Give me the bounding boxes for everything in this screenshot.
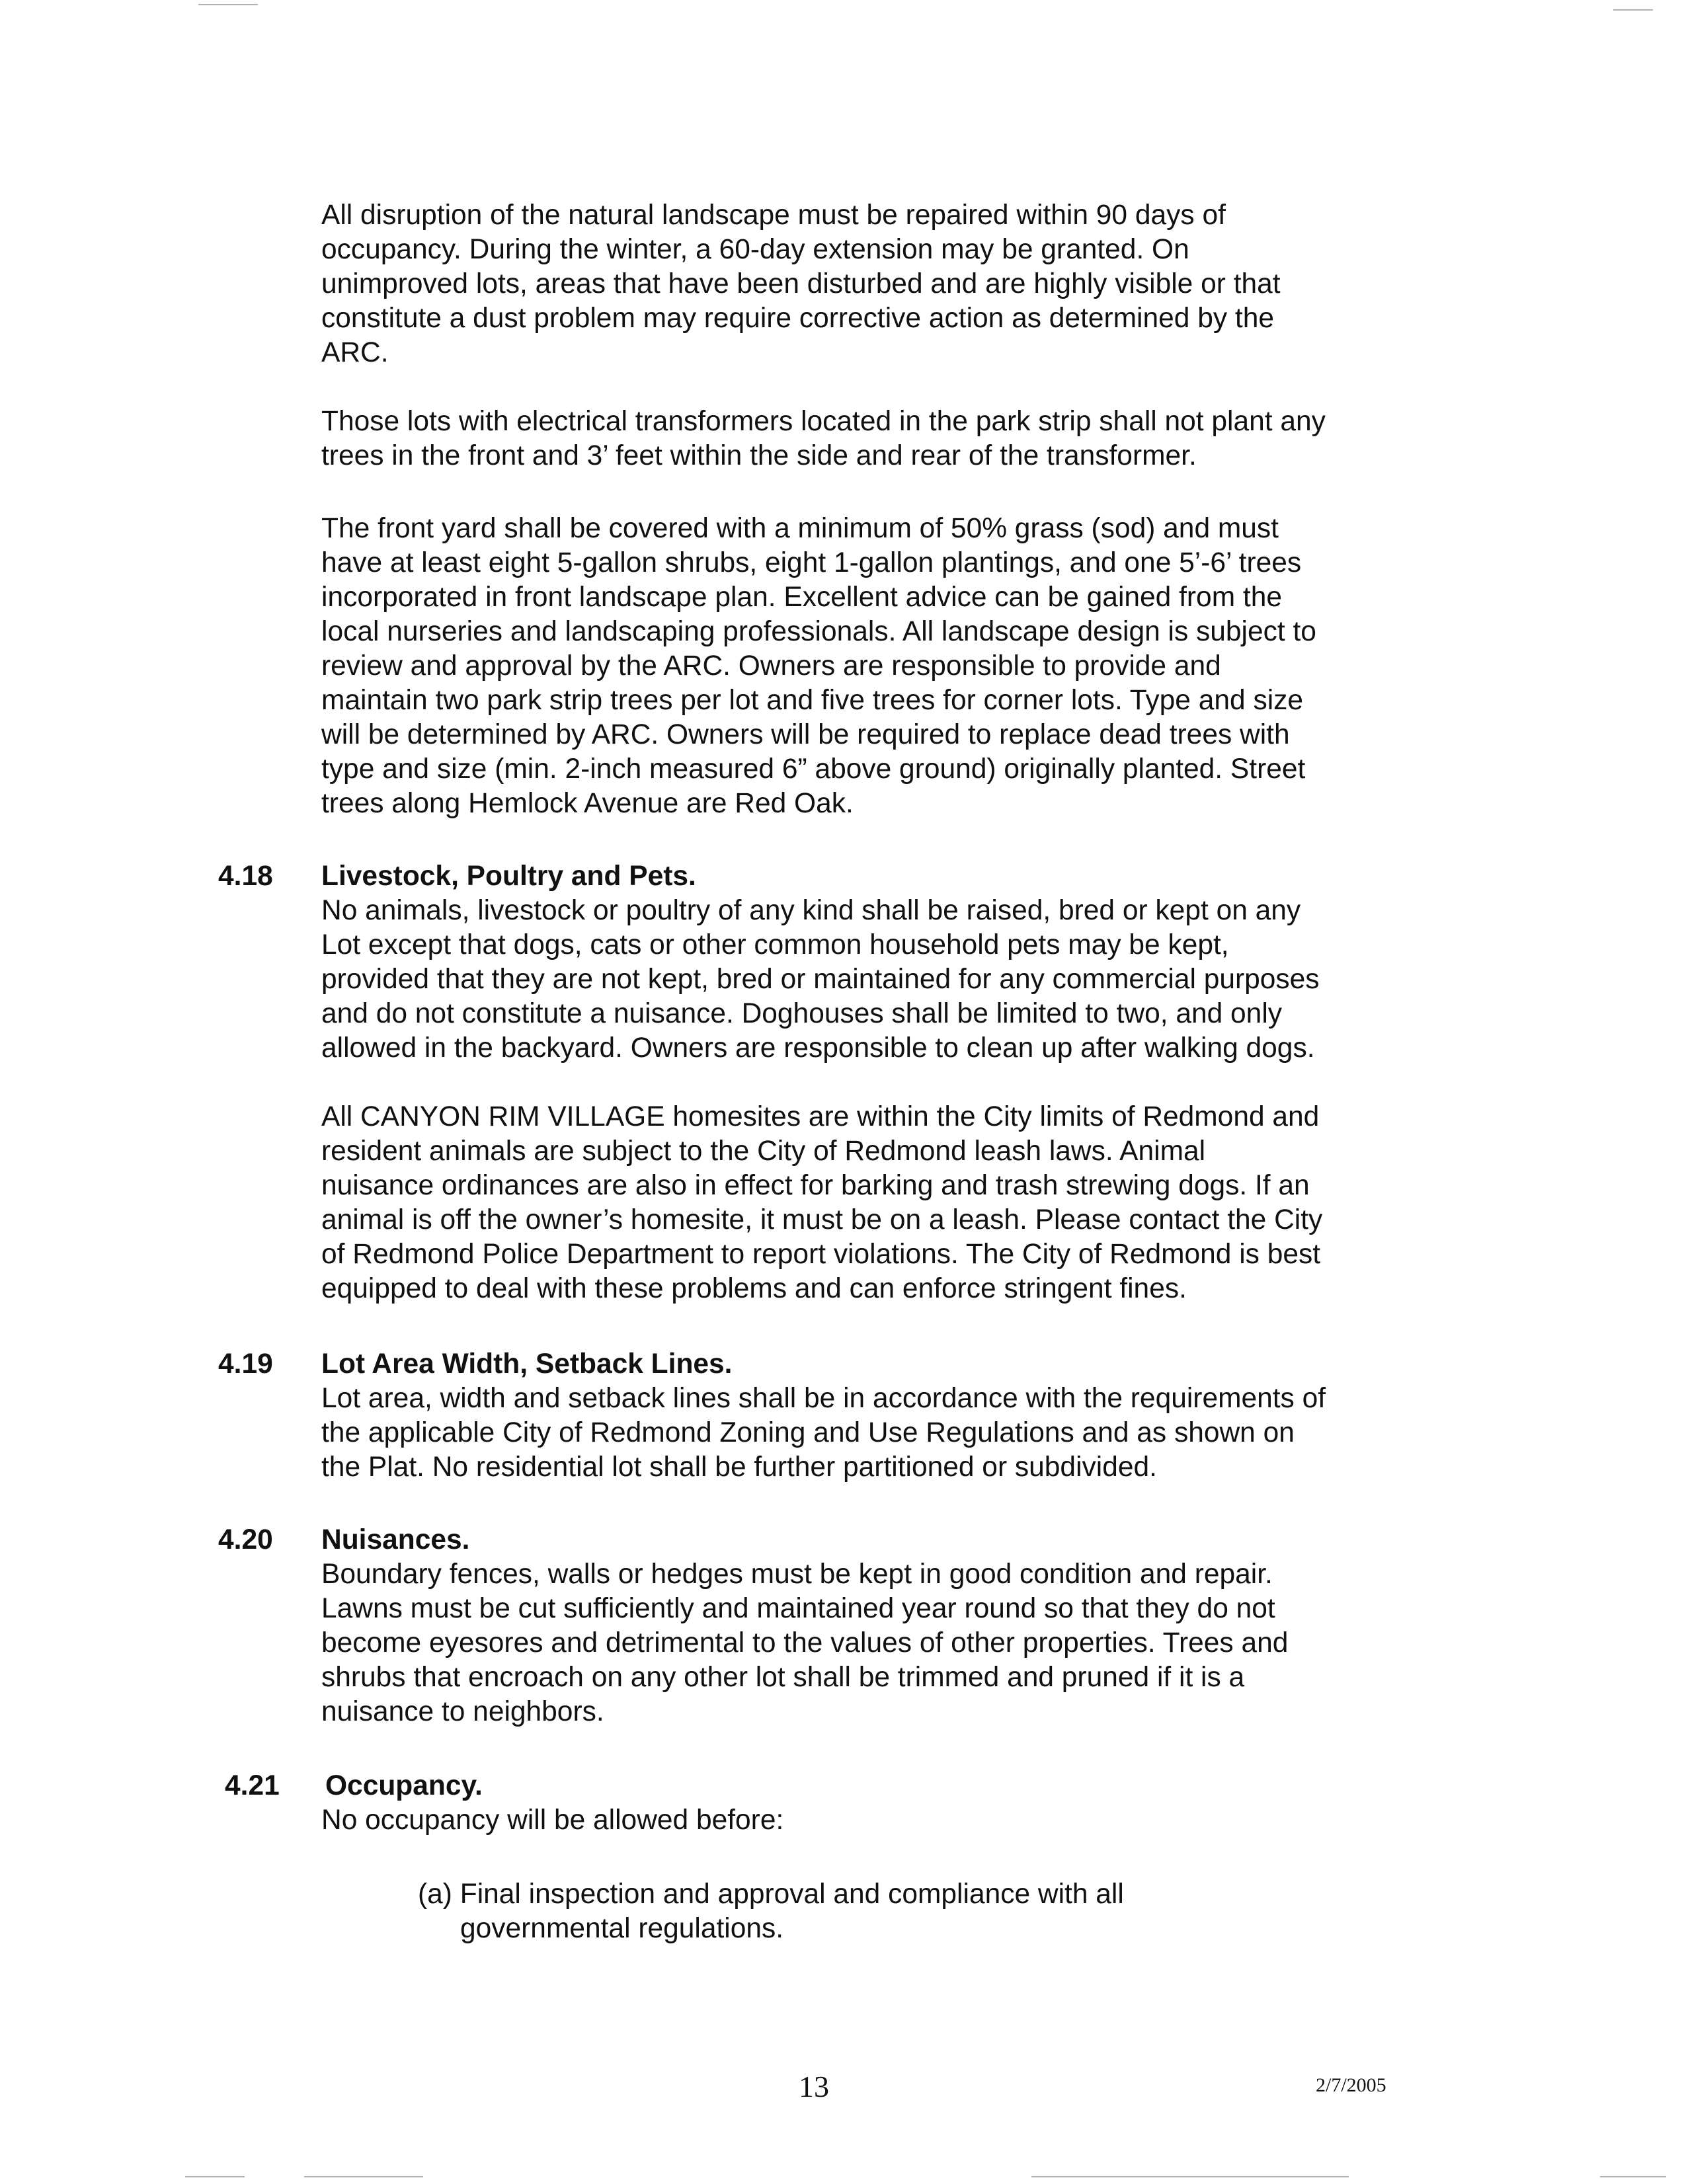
text-line: provided that they are not kept, bred or maintained for any commercial purposes <box>321 964 1320 995</box>
scan-artifact <box>185 2176 245 2177</box>
section-title: Lot Area Width, Setback Lines. <box>321 1348 733 1380</box>
scan-artifact <box>1031 2176 1349 2177</box>
text-line: constitute a dust problem may require corrective action as determined by the <box>321 303 1274 334</box>
front-yard-paragraph <box>321 512 1406 821</box>
scan-artifact <box>198 4 258 5</box>
text-line: ARC. <box>321 337 389 368</box>
text-line: become eyesores and detrimental to the values of other properties. Trees and <box>321 1627 1289 1658</box>
text-line: have at least eight 5-gallon shrubs, eight 1-gallon plantings, and one 5’-6’ trees <box>321 547 1302 578</box>
text-line: of Redmond Police Department to report violations. The City of Redmond is best <box>321 1239 1321 1270</box>
page-number: 13 <box>799 2070 829 2103</box>
text-line: local nurseries and landscaping professionals. All landscape design is subject to <box>321 616 1316 647</box>
text-line: maintain two park strip trees per lot and five trees for corner lots. Type and size <box>321 685 1304 716</box>
text-line: Boundary fences, walls or hedges must be kept in good condition and repair. <box>321 1559 1273 1590</box>
footer-date: 2/7/2005 <box>1316 2074 1386 2096</box>
section-body <box>321 1803 1406 1838</box>
text-line: Lawns must be cut sufficiently and maintained year round so that they do not <box>321 1593 1275 1624</box>
transformer-paragraph <box>321 405 1406 473</box>
section-number: 4.18 <box>218 861 273 892</box>
section-number: 4.19 <box>218 1348 273 1380</box>
text-line: equipped to deal with these problems and can enforce stringent fines. <box>321 1273 1187 1304</box>
text-line: No occupancy will be allowed before: <box>321 1805 784 1836</box>
section-title: Nuisances. <box>321 1524 470 1555</box>
text-line: review and approval by the ARC. Owners are responsible to provide and <box>321 650 1221 682</box>
text-line: nuisance ordinances are also in effect for barking and trash strewing dogs. If an <box>321 1170 1310 1201</box>
section-title: Occupancy. <box>325 1770 483 1801</box>
scan-artifact <box>1600 2176 1666 2177</box>
section-extra-paragraph <box>321 1100 1406 1306</box>
text-line: nuisance to neighbors. <box>321 1696 604 1727</box>
text-line: allowed in the backyard. Owners are responsible to clean up after walking dogs. <box>321 1033 1315 1064</box>
text-line: unimproved lots, areas that have been disturbed and are highly visible or that <box>321 268 1281 299</box>
text-line: Lot except that dogs, cats or other common household pets may be kept, <box>321 929 1229 960</box>
text-line: trees along Hemlock Avenue are Red Oak. <box>321 788 854 819</box>
text-line: Lot area, width and setback lines shall be in accordance with the requirements of <box>321 1383 1326 1414</box>
text-line: resident animals are subject to the City of Redmond leash laws. Animal <box>321 1136 1206 1167</box>
text-line: occupancy. During the winter, a 60-day extension may be granted. On <box>321 234 1189 265</box>
list-item <box>418 1877 1277 1946</box>
text-line: The front yard shall be covered with a minimum of 50% grass (sod) and must <box>321 513 1279 544</box>
text-line: the applicable City of Redmond Zoning and Use Regulations and as shown on <box>321 1417 1295 1448</box>
text-line: governmental regulations. <box>460 1913 784 1944</box>
scan-artifact <box>304 2176 423 2177</box>
text-line: will be determined by ARC. Owners will be required to replace dead trees with <box>321 719 1290 750</box>
section-body <box>321 1557 1406 1729</box>
text-line: Those lots with electrical transformers located in the park strip shall not plant any <box>321 406 1326 437</box>
scan-artifact <box>1613 9 1653 11</box>
text-line: All CANYON RIM VILLAGE homesites are within the City limits of Redmond and <box>321 1101 1320 1132</box>
text-line: (a) Final inspection and approval and compliance with all <box>418 1879 1124 1910</box>
text-line: type and size (min. 2-inch measured 6” above ground) originally planted. Street <box>321 754 1306 785</box>
text-line: animal is off the owner’s homesite, it must be on a leash. Please contact the City <box>321 1204 1323 1235</box>
text-line: incorporated in front landscape plan. Excellent advice can be gained from the <box>321 582 1282 613</box>
text-line: No animals, livestock or poultry of any kind shall be raised, bred or kept on any <box>321 895 1301 926</box>
text-line: the Plat. No residential lot shall be further partitioned or subdivided. <box>321 1452 1157 1483</box>
text-line: trees in the front and 3’ feet within the side and rear of the transformer. <box>321 440 1197 471</box>
section-title: Livestock, Poultry and Pets. <box>321 861 696 892</box>
text-line: All disruption of the natural landscape must be repaired within 90 days of <box>321 200 1226 231</box>
section-body <box>321 1382 1406 1485</box>
section-number: 4.20 <box>218 1524 273 1555</box>
text-line: and do not constitute a nuisance. Doghouses shall be limited to two, and only <box>321 998 1283 1029</box>
text-line: shrubs that encroach on any other lot shall be trimmed and pruned if it is a <box>321 1662 1245 1693</box>
section-number: 4.21 <box>225 1770 280 1801</box>
section-body <box>321 894 1406 1066</box>
landscape-paragraph <box>321 198 1406 370</box>
